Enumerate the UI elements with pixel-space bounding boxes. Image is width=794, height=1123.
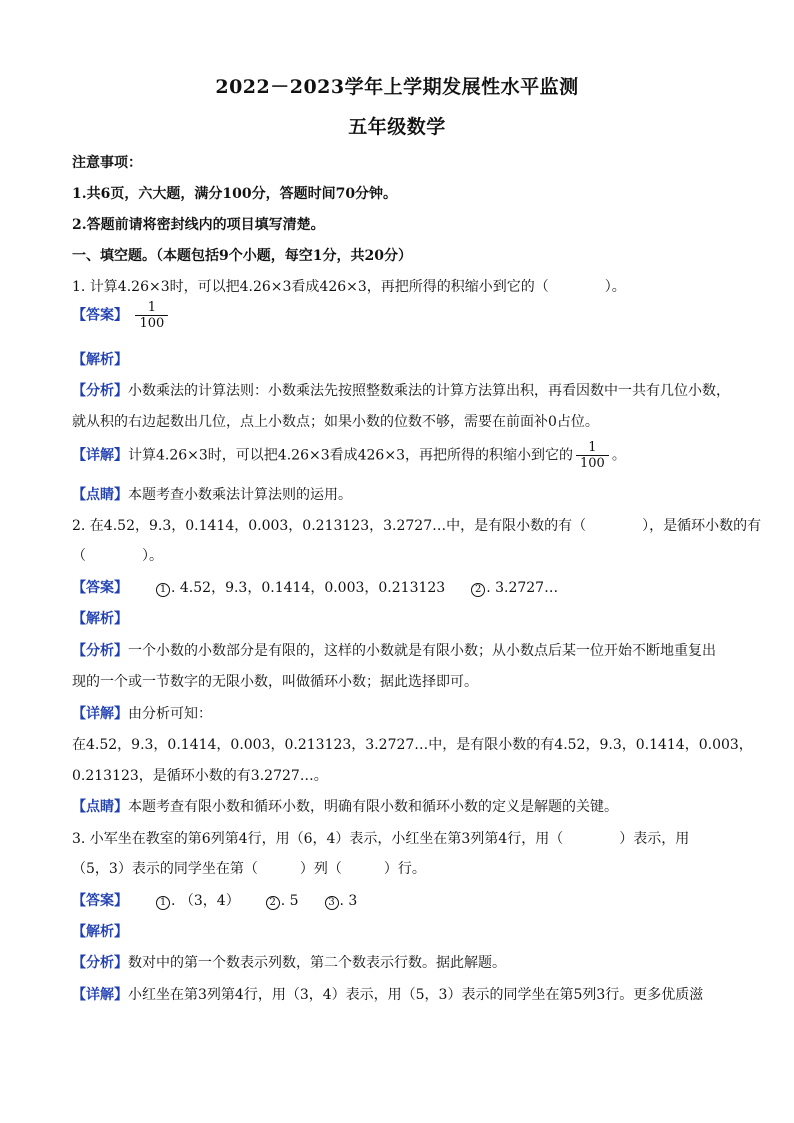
notice-heading: 注意事项： [72,155,142,171]
q1-answer-fraction [135,300,168,331]
q3-detail: 【详解】小红坐在第3列第4行，用（3，4）表示，用（5，3）表示的同学坐在第5列3行。更多优质滋 [72,987,704,1003]
q1-analysis: 【分析】小数乘法的计算法则：小数乘法先按照整数乘法的计算方法算出积，再看因数中一共有几位小数， [72,383,730,399]
q3-analysis: 【分析】数对中的第一个数表示列数，第二个数表示行数。据此解题。 [72,955,506,971]
q3-analysis-heading: 【解析】 [72,924,128,940]
document-subtitle: 五年级数学 [348,116,446,138]
q2-analysis: 【分析】一个小数的小数部分是有限的，这样的小数就是有限小数；从小数点后某一位开始不断地重复出 [72,643,716,659]
answer-marker: 2 [471,583,485,597]
notice-item-1: 1.共6页，六大题，满分100分，答题时间70分钟。 [72,186,398,202]
document-title: 2022－2023学年上学期发展性水平监测 [215,76,579,98]
answer-marker: 1 [156,583,170,597]
q2-detail-line2: 在4.52，9.3，0.1414，0.003，0.213123，3.2727…中，是有限小数的有4.52，9.3，0.1414，0.003， [72,737,753,753]
q1-point: 【点睛】本题考查小数乘法计算法则的运用。 [72,487,352,503]
section-1-heading: 一、填空题。（本题包括9个小题，每空1分，共20分） [72,248,412,264]
fraction-numerator: 1 [147,300,156,315]
q2-detail: 【详解】由分析可知： [72,706,212,722]
q3-question-cont: （5，3）表示的同学坐在第（ ）列（ ）行。 [72,861,426,877]
q1-question: 1. 计算4.26×3时，可以把4.26×3看成426×3，再把所得的积缩小到它的（ ）。 [72,279,626,295]
fraction-denominator: 100 [135,315,168,331]
answer-marker: 2 [266,896,280,910]
q2-point: 【点睛】本题考查有限小数和循环小数，明确有限小数和循环小数的定义是解题的关键。 [72,799,618,815]
answer-marker: 1 [156,896,170,910]
q2-analysis-cont: 现的一个或一节数字的无限小数，叫做循环小数；据此选择即可。 [72,674,478,690]
q1-detail-fraction: $\frac{1}{100}$ [576,440,609,471]
q1-answer [72,300,732,331]
notice-item-2: 2.答题前请将密封线内的项目填写清楚。 [72,217,325,233]
q3-question: 3. 小军坐在教室的第6列第4行，用（6，4）表示，小红坐在第3列第4行，用（ ）表示，用 [72,831,690,847]
q2-question-cont: （ ）。 [72,548,163,564]
q2-question: 2. 在4.52，9.3，0.1414，0.003，0.213123，3.2727…中，是有限小数的有（ ），是循环小数的有 [72,518,762,534]
q1-analysis-heading: 【解析】 [72,352,128,368]
answer-marker: 3 [325,896,339,910]
answer-label: 【答案】 [72,307,128,324]
q2-answer: 【答案】 1 . 4.52，9.3，0.1414，0.003，0.213123 2 . 3.2727… [72,580,559,596]
q1-analysis-cont: 就从积的右边起数出几位，点上小数点；如果小数的位数不够，需要在前面补0占位。 [72,414,599,430]
q2-detail-line3: 0.213123，是循环小数的有3.2727…。 [72,768,328,784]
q3-answer: 【答案】 1 . （3，4） 2 . 5 3 . 3 [72,893,358,909]
q2-analysis-heading: 【解析】 [72,611,128,627]
q1-detail: 【详解】计算4.26×3时，可以把4.26×3看成426×3，再把所得的积缩小到它的 $\frac{1}{100}$ 。 [72,440,626,471]
